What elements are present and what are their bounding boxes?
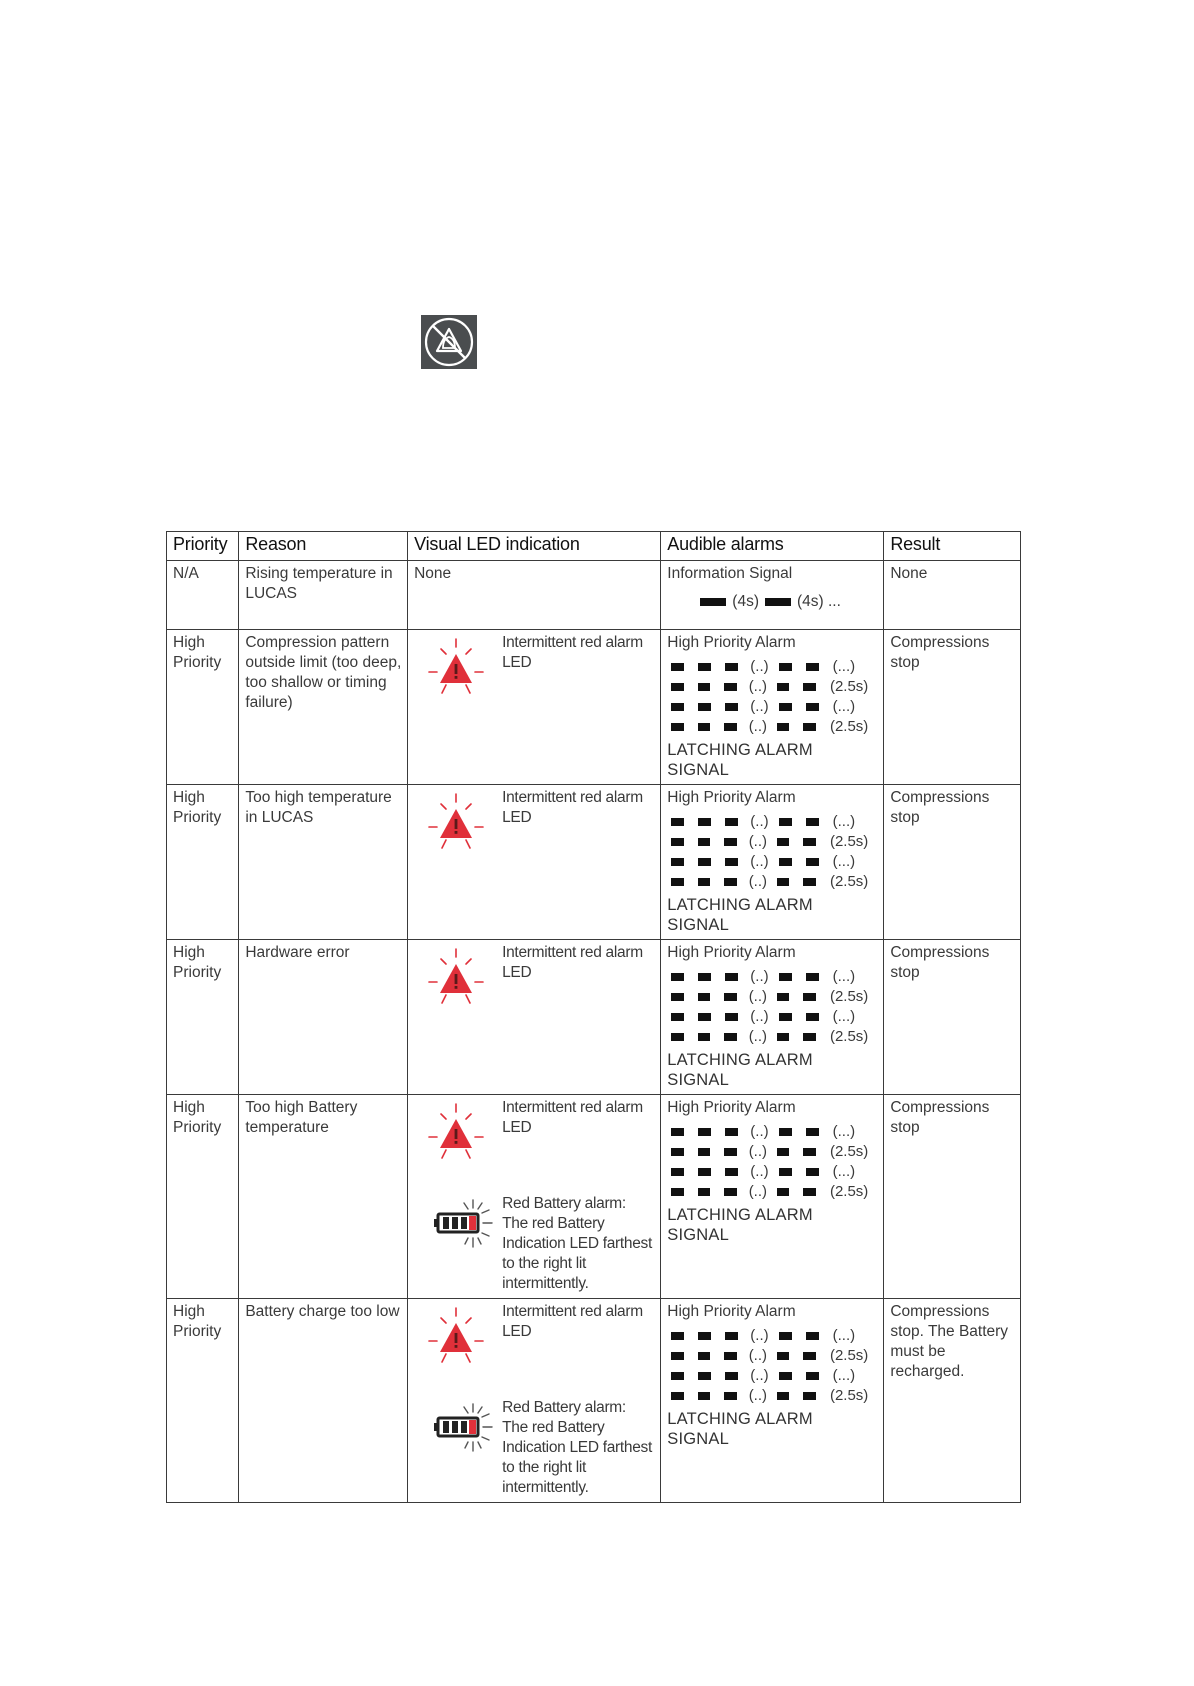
audible-title: High Priority Alarm <box>667 1303 796 1320</box>
tone-duration-label: (...) <box>832 1008 856 1025</box>
tone-duration-label: (..) <box>748 718 768 735</box>
alarm-tone <box>806 703 819 711</box>
alarm-tone <box>724 723 736 731</box>
alarm-tone <box>698 1188 710 1196</box>
alarm-tone <box>725 703 738 711</box>
alarm-tone <box>671 1013 684 1021</box>
alarm-tone <box>803 1392 815 1400</box>
alarm-tone <box>698 723 710 731</box>
alarm-tone <box>806 1168 819 1176</box>
tone-duration-label: (..) <box>748 1347 768 1364</box>
alarm-tone <box>803 993 815 1001</box>
alarm-tone <box>779 973 792 981</box>
alarm-tone <box>777 1148 789 1156</box>
priority-cell: High Priority <box>167 785 239 940</box>
red-alarm-led-icon <box>414 943 502 1013</box>
alarm-tone <box>698 1128 711 1136</box>
table-row <box>167 1095 1021 1299</box>
alarm-tone <box>698 1148 710 1156</box>
visual-description: Intermittent red alarm LED <box>502 944 643 981</box>
tone-duration-label: (..) <box>750 968 769 985</box>
alarm-tone <box>777 878 789 886</box>
alarm-tone <box>698 993 710 1001</box>
alarm-tone <box>803 1148 815 1156</box>
visual-description: Intermittent red alarm LED <box>502 1099 643 1136</box>
latching-label: LATCHING ALARM SIGNAL <box>667 1410 813 1448</box>
signal-duration: (4s) <box>732 593 759 610</box>
alarm-tone <box>777 993 789 1001</box>
alarm-tone-pattern <box>667 1122 878 1202</box>
tone-duration-label: (2.5s) <box>829 678 869 695</box>
pattern-row <box>667 1007 878 1027</box>
audible-cell <box>661 630 884 785</box>
alarm-tone <box>724 1033 736 1041</box>
alarm-tone <box>779 1128 792 1136</box>
tone-duration-label: (...) <box>832 968 856 985</box>
table-row <box>167 940 1021 1095</box>
tone-duration-label: (..) <box>750 853 769 870</box>
reason-cell: Hardware error <box>239 940 408 1095</box>
alarm-tone <box>777 1392 789 1400</box>
tone-duration-label: (...) <box>832 853 856 870</box>
pattern-row <box>667 657 878 677</box>
header-reason: Reason <box>239 532 408 561</box>
alarm-tone <box>698 1168 711 1176</box>
alarm-tone <box>725 1128 738 1136</box>
alarm-tone <box>671 1188 683 1196</box>
signal-duration: (4s) ... <box>796 593 841 610</box>
alarm-tone <box>698 878 710 886</box>
tone-duration-label: (2.5s) <box>829 833 869 850</box>
visual-description: Intermittent red alarm LED <box>502 1303 643 1340</box>
reason-cell: Too high temperature in LUCAS <box>239 785 408 940</box>
alarm-tone <box>698 663 711 671</box>
alarm-tone <box>671 1352 683 1360</box>
pattern-row <box>667 832 878 852</box>
pattern-row <box>667 677 878 697</box>
tone-duration-label: (...) <box>832 1163 856 1180</box>
alarm-tone <box>779 1332 792 1340</box>
alarm-tone <box>698 838 710 846</box>
tone-duration-label: (..) <box>748 1183 768 1200</box>
header-result: Result <box>884 532 1021 561</box>
alarm-tone <box>698 703 711 711</box>
alarm-tone <box>671 1332 684 1340</box>
alarm-tone <box>779 818 792 826</box>
alarm-tone <box>724 878 736 886</box>
alarm-tone <box>671 703 684 711</box>
alarm-tone <box>671 1033 683 1041</box>
tone-duration-label: (...) <box>832 1367 856 1384</box>
tone-duration-label: (2.5s) <box>829 1347 869 1364</box>
pattern-row <box>667 812 878 832</box>
reason-cell: Battery charge too low <box>239 1299 408 1503</box>
audible-title: High Priority Alarm <box>667 634 796 651</box>
battery-alarm-description: Red Battery alarm: The red Battery Indication LED farthest to the right lit intermittently. <box>502 1399 653 1496</box>
pattern-row <box>667 1326 878 1346</box>
alarm-tone <box>777 1352 789 1360</box>
alarm-table <box>166 531 1021 1503</box>
audible-cell <box>661 940 884 1095</box>
table-header-row <box>167 532 1021 561</box>
alarm-tone <box>806 973 819 981</box>
alarm-tone <box>777 1188 789 1196</box>
alarm-tone <box>725 973 738 981</box>
tone-duration-label: (..) <box>748 1028 768 1045</box>
alarm-tone <box>806 1372 819 1380</box>
alarm-tone <box>777 723 789 731</box>
reason-cell: Rising temperature in LUCAS <box>239 561 408 630</box>
result-cell: None <box>884 561 1021 630</box>
tone-duration-label: (2.5s) <box>829 1183 869 1200</box>
alarm-tone <box>724 1188 736 1196</box>
tone-duration-label: (..) <box>750 658 769 675</box>
audible-cell <box>661 1095 884 1299</box>
alarm-tone <box>806 1128 819 1136</box>
alarm-tone <box>803 1352 815 1360</box>
pattern-row <box>667 1182 878 1202</box>
table-row <box>167 1299 1021 1503</box>
alarm-tone <box>777 683 789 691</box>
visual-cell <box>408 785 661 940</box>
alarm-tone <box>725 1372 738 1380</box>
latching-label: LATCHING ALARM SIGNAL <box>667 896 813 934</box>
alarm-tone <box>725 1332 738 1340</box>
table-row <box>167 630 1021 785</box>
alarm-tone-pattern <box>667 657 878 737</box>
table-row <box>167 561 1021 630</box>
alarm-tone-pattern <box>667 812 878 892</box>
visual-cell <box>408 1299 661 1503</box>
audible-cell <box>661 785 884 940</box>
alarm-tone <box>803 683 815 691</box>
alarm-tone <box>806 663 819 671</box>
alarm-tone <box>724 1352 736 1360</box>
pattern-row <box>667 1162 878 1182</box>
pattern-row <box>667 1346 878 1366</box>
reason-cell: Too high Battery temperature <box>239 1095 408 1299</box>
red-alarm-led-icon <box>414 1098 502 1168</box>
pattern-row <box>667 697 878 717</box>
priority-cell: N/A <box>167 561 239 630</box>
alarm-tone <box>671 973 684 981</box>
alarm-tone-pattern <box>667 967 878 1047</box>
audible-title: High Priority Alarm <box>667 944 796 961</box>
tone-duration-label: (...) <box>832 658 856 675</box>
tone-duration-label: (...) <box>832 1327 856 1344</box>
alarm-tone <box>777 1033 789 1041</box>
header-visual: Visual LED indication <box>408 532 661 561</box>
alarm-tone <box>671 663 684 671</box>
alarm-tone <box>698 1033 710 1041</box>
alarm-tone <box>671 858 684 866</box>
information-signal-pattern <box>667 592 878 612</box>
pattern-row <box>667 1386 878 1406</box>
alarm-tone <box>671 993 683 1001</box>
visual-cell: None <box>408 561 661 630</box>
reason-cell: Compression pattern outside limit (too deep, too shallow or timing failure) <box>239 630 408 785</box>
visual-cell <box>408 630 661 785</box>
red-battery-led-icon <box>414 1194 502 1256</box>
alarm-tone <box>806 858 819 866</box>
tone-duration-label: (..) <box>750 1367 769 1384</box>
alarm-tone <box>779 663 792 671</box>
alarm-tone <box>698 1392 710 1400</box>
header-priority: Priority <box>167 532 239 561</box>
alarm-tone <box>698 1352 710 1360</box>
result-cell: Compressions stop <box>884 940 1021 1095</box>
tone-duration-label: (..) <box>748 1387 768 1404</box>
alarm-tone <box>803 838 815 846</box>
alarm-tone <box>806 1332 819 1340</box>
tone-duration-label: (..) <box>748 678 768 695</box>
tone-duration-label: (...) <box>832 1123 856 1140</box>
alarm-tone <box>671 1372 684 1380</box>
visual-cell <box>408 1095 661 1299</box>
tone-duration-label: (2.5s) <box>829 1387 869 1404</box>
pattern-row <box>667 1142 878 1162</box>
visual-description: Intermittent red alarm LED <box>502 634 643 671</box>
priority-cell: High Priority <box>167 1095 239 1299</box>
alarm-tone <box>725 818 738 826</box>
pattern-row <box>667 872 878 892</box>
alarm-tone <box>671 1128 684 1136</box>
alarm-tone <box>698 683 710 691</box>
tone-duration-label: (..) <box>750 1327 769 1344</box>
tone-duration-label: (..) <box>750 698 769 715</box>
tone-duration-label: (2.5s) <box>829 873 869 890</box>
alarm-tone <box>779 1013 792 1021</box>
latching-label: LATCHING ALARM SIGNAL <box>667 741 813 779</box>
alarm-tone <box>671 683 683 691</box>
pattern-row <box>667 1366 878 1386</box>
alarm-tone <box>724 1148 736 1156</box>
alarm-tone <box>724 683 736 691</box>
alarm-tone <box>803 1188 815 1196</box>
tone-duration-label: (...) <box>832 698 856 715</box>
alarm-tone-pattern <box>667 1326 878 1406</box>
tone-duration-label: (..) <box>748 1143 768 1160</box>
alarm-tone <box>725 1168 738 1176</box>
visual-description: Intermittent red alarm LED <box>502 789 643 826</box>
alarm-tone <box>671 878 683 886</box>
tone-duration-label: (..) <box>750 1163 769 1180</box>
tone-duration-label: (..) <box>748 988 768 1005</box>
alarm-tone <box>671 1148 683 1156</box>
result-cell: Compressions stop. The Battery must be recharged. <box>884 1299 1021 1503</box>
alarm-tone <box>698 818 711 826</box>
red-alarm-led-icon <box>414 1302 502 1372</box>
header-audible: Audible alarms <box>661 532 884 561</box>
result-cell: Compressions stop <box>884 1095 1021 1299</box>
pattern-row <box>667 967 878 987</box>
audible-cell <box>661 561 884 630</box>
tone-duration-label: (2.5s) <box>829 1028 869 1045</box>
alarm-tone <box>803 1033 815 1041</box>
audible-title: Information Signal <box>667 565 793 582</box>
alarm-tone <box>671 723 683 731</box>
alarm-tone <box>671 818 684 826</box>
tone-duration-label: (2.5s) <box>829 988 869 1005</box>
latching-label: LATCHING ALARM SIGNAL <box>667 1206 813 1244</box>
tone-duration-label: (..) <box>750 1123 769 1140</box>
alarm-tone <box>698 1332 711 1340</box>
audible-cell <box>661 1299 884 1503</box>
alarm-tone <box>779 1372 792 1380</box>
result-cell: Compressions stop <box>884 785 1021 940</box>
alarm-tone <box>779 858 792 866</box>
visual-cell <box>408 940 661 1095</box>
pattern-row <box>667 1027 878 1047</box>
alarm-tone <box>803 878 815 886</box>
audible-title: High Priority Alarm <box>667 789 796 806</box>
alarm-tone <box>777 838 789 846</box>
tone-duration-label: (2.5s) <box>829 1143 869 1160</box>
pattern-row <box>667 987 878 1007</box>
alarm-tone <box>779 1168 792 1176</box>
alarm-tone <box>671 1392 683 1400</box>
red-alarm-led-icon <box>414 633 502 703</box>
result-cell: Compressions stop <box>884 630 1021 785</box>
alarm-tone <box>724 993 736 1001</box>
tone-duration-label: (..) <box>750 813 769 830</box>
alarm-tone <box>724 1392 736 1400</box>
alarm-tone <box>698 858 711 866</box>
tone-duration-label: (2.5s) <box>829 718 869 735</box>
tone-duration-label: (..) <box>750 1008 769 1025</box>
alarm-tone <box>725 1013 738 1021</box>
tone-duration-label: (..) <box>748 873 768 890</box>
red-battery-led-icon <box>414 1398 502 1460</box>
alarm-tone <box>725 858 738 866</box>
alarm-tone <box>806 818 819 826</box>
alarm-tone <box>806 1013 819 1021</box>
alarm-tone <box>779 703 792 711</box>
priority-cell: High Priority <box>167 630 239 785</box>
alarm-tone <box>724 838 736 846</box>
pattern-row <box>667 852 878 872</box>
priority-cell: High Priority <box>167 1299 239 1503</box>
alarm-tone <box>671 838 683 846</box>
alarm-tone <box>698 973 711 981</box>
audible-title: High Priority Alarm <box>667 1099 796 1116</box>
pattern-row <box>667 1122 878 1142</box>
alarm-tone <box>671 1168 684 1176</box>
alarm-tone <box>803 723 815 731</box>
alarm-mute-icon <box>421 315 477 369</box>
battery-alarm-description: Red Battery alarm: The red Battery Indication LED farthest to the right lit intermittently. <box>502 1195 653 1292</box>
latching-label: LATCHING ALARM SIGNAL <box>667 1051 813 1089</box>
alarm-tone <box>698 1013 711 1021</box>
alarm-tone <box>698 1372 711 1380</box>
table-row <box>167 785 1021 940</box>
tone-duration-label: (...) <box>832 813 856 830</box>
tone-duration-label: (..) <box>748 833 768 850</box>
alarm-tone <box>725 663 738 671</box>
priority-cell: High Priority <box>167 940 239 1095</box>
pattern-row <box>667 717 878 737</box>
signal-tone <box>765 598 791 606</box>
signal-tone <box>700 598 726 606</box>
red-alarm-led-icon <box>414 788 502 858</box>
